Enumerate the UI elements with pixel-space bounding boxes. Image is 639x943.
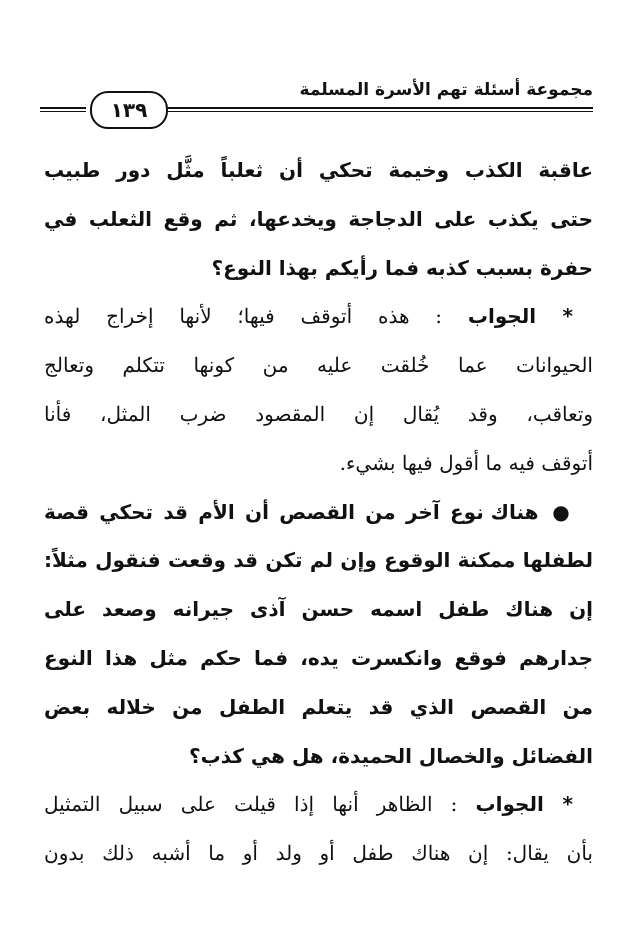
question-2-line-6: الفضائل والخصال الحميدة، هل هي كذب؟ [189, 743, 593, 768]
question-2-line-1 [44, 488, 593, 537]
answer-1-line-4: أتوقف فيه ما أقول فيها بشيء. [339, 450, 593, 475]
bullet-icon: ● [548, 499, 573, 524]
answer-2-line-2: بأن يقال: إن هناك طفل أو ولد أو ما أشبه ذلك بدون [44, 841, 593, 866]
header-rule-left [40, 107, 86, 112]
page-body [44, 146, 593, 878]
answer-1-line-1-text: : هذه أتوقف فيها؛ لأنها إخراج لهذه [44, 304, 443, 329]
question-2-line-5: من القصص الذي قد يتعلم الطفل من خلاله بعض [44, 694, 593, 719]
header-rule [168, 107, 593, 112]
page-number: ١٣٩ [90, 91, 168, 129]
answer-2-line-1-text: : الظاهر أنها إذا قيلت على سبيل التمثيل [44, 792, 458, 817]
question-1-line-2: حتى يكذب على الدجاجة ويخدعها، ثم وقع الثعلب في [44, 206, 593, 231]
question-2-line-1-text: هناك نوع آخر من القصص أن الأم قد تحكي قصة [44, 499, 539, 524]
running-header [40, 78, 593, 122]
book-title: مجموعة أسئلة تهم الأسرة المسلمة [299, 80, 593, 100]
answer-2-marker: * الجواب [475, 792, 574, 817]
question-1-line-1: عاقبة الكذب وخيمة تحكي أن ثعلباً مثَّل دور طبيب [44, 158, 593, 182]
question-1-line-3: حفرة بسبب كذبه فما رأيكم بهذا النوع؟ [211, 255, 593, 280]
answer-1-line-3: وتعاقب، وقد يُقال إن المقصود ضرب المثل، فأنا [44, 401, 593, 426]
answer-1-line-1 [44, 292, 593, 341]
question-2-line-2: لطفلها ممكنة الوقوع وإن لم تكن قد وقعت فنقول مثلاً: [44, 548, 593, 573]
question-2-line-4: جدارهم فوقع وانكسرت يده، فما حكم مثل هذا النوع [44, 645, 593, 670]
answer-1-line-2: الحيوانات عما خُلقت عليه من كونها تتكلم وتعالج [44, 353, 593, 378]
answer-1-marker: * الجواب [467, 304, 573, 329]
question-2-line-3: إن هناك طفل اسمه حسن آذى جيرانه وصعد على [44, 597, 593, 622]
answer-2-line-1 [44, 780, 593, 829]
